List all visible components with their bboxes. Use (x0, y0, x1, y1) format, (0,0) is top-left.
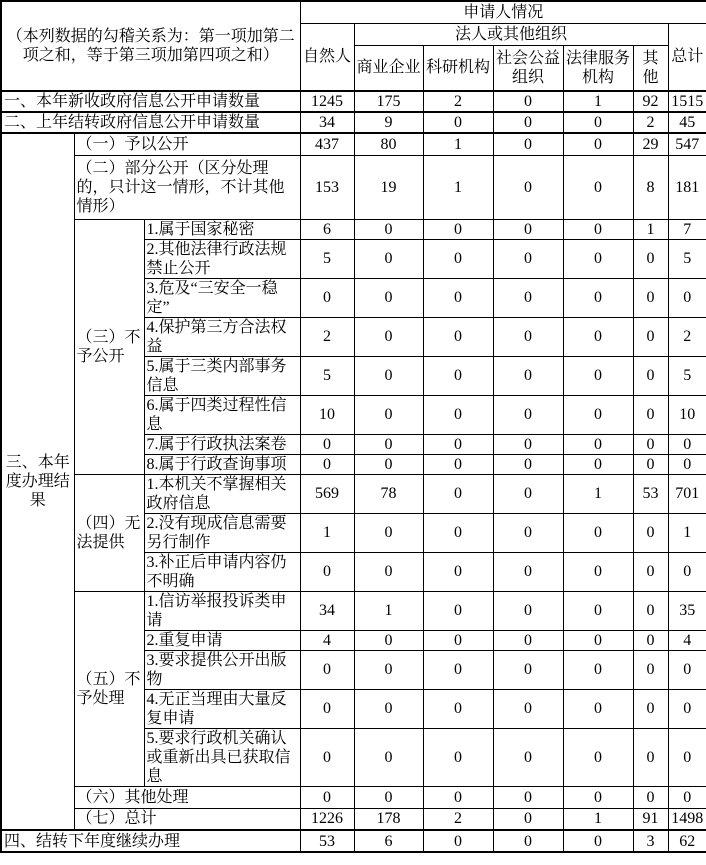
value-cell: 1 (300, 513, 354, 552)
value-cell: 0 (423, 830, 493, 852)
value-cell: 0 (633, 278, 668, 317)
row-label: 1.本机关不掌握相关政府信息 (144, 474, 300, 513)
value-cell: 5 (300, 239, 354, 278)
value-cell: 3 (633, 830, 668, 852)
value-cell: 0 (563, 591, 633, 630)
row-section3-subtotal (1, 808, 706, 830)
value-cell: 0 (493, 808, 563, 830)
value-cell: 0 (354, 630, 423, 650)
header-other: 其他 (633, 45, 668, 91)
value-cell: 80 (354, 133, 423, 155)
section3-reject-label: （五）不予处理 (74, 591, 144, 786)
value-cell: 62 (668, 830, 706, 852)
value-cell: 1 (668, 513, 706, 552)
value-cell: 6 (354, 830, 423, 852)
row-label: 一、本年新收政府信息公开申请数量 (1, 91, 300, 112)
value-cell: 1 (563, 808, 633, 830)
value-cell: 0 (633, 356, 668, 395)
row-label: 7.属于行政执法案卷 (144, 434, 300, 454)
value-cell: 0 (668, 278, 706, 317)
value-cell: 0 (493, 155, 563, 219)
value-cell: 0 (563, 239, 633, 278)
value-cell: 0 (300, 552, 354, 591)
value-cell: 0 (354, 728, 423, 786)
value-cell: 34 (300, 591, 354, 630)
value-cell: 0 (563, 689, 633, 728)
value-cell: 0 (633, 395, 668, 434)
value-cell: 0 (563, 630, 633, 650)
value-cell: 1 (563, 474, 633, 513)
value-cell: 0 (354, 513, 423, 552)
value-cell: 0 (493, 689, 563, 728)
value-cell: 9 (354, 112, 423, 133)
value-cell: 153 (300, 155, 354, 219)
value-cell: 0 (633, 239, 668, 278)
value-cell: 0 (300, 689, 354, 728)
value-cell: 5 (300, 356, 354, 395)
value-cell: 0 (493, 650, 563, 689)
row-label: （七）总计 (74, 808, 300, 830)
note-cell: （本列数据的勾稽关系为：第一项加第二项之和，等于第三项加第四项之和） (1, 1, 300, 91)
header-natural-person: 自然人 (300, 23, 354, 91)
value-cell: 0 (563, 552, 633, 591)
value-cell: 4 (300, 630, 354, 650)
header-commercial-enterprise: 商业企业 (354, 45, 423, 91)
value-cell: 53 (300, 830, 354, 852)
value-cell: 0 (354, 552, 423, 591)
value-cell: 181 (668, 155, 706, 219)
value-cell: 0 (668, 728, 706, 786)
value-cell: 1 (563, 91, 633, 112)
value-cell: 0 (354, 650, 423, 689)
row-label: 2.其他法律行政法规禁止公开 (144, 239, 300, 278)
section3-unable-label: （四）无法提供 (74, 474, 144, 591)
value-cell: 0 (633, 434, 668, 454)
value-cell: 0 (423, 278, 493, 317)
header-legal-or-other-org: 法人或其他组织 (354, 23, 668, 45)
value-cell: 34 (300, 112, 354, 133)
value-cell: 0 (423, 434, 493, 454)
value-cell: 91 (633, 808, 668, 830)
value-cell: 0 (354, 786, 423, 808)
value-cell: 0 (493, 133, 563, 155)
row-label: 2.重复申请 (144, 630, 300, 650)
value-cell: 7 (668, 219, 706, 239)
value-cell: 0 (300, 728, 354, 786)
value-cell: 0 (354, 395, 423, 434)
value-cell: 178 (354, 808, 423, 830)
value-cell: 0 (668, 689, 706, 728)
value-cell: 0 (633, 454, 668, 474)
value-cell: 0 (563, 155, 633, 219)
value-cell: 0 (668, 552, 706, 591)
value-cell: 0 (493, 454, 563, 474)
value-cell: 6 (300, 219, 354, 239)
value-cell: 0 (423, 239, 493, 278)
value-cell: 0 (668, 786, 706, 808)
value-cell: 547 (668, 133, 706, 155)
value-cell: 0 (563, 219, 633, 239)
value-cell: 4 (668, 630, 706, 650)
value-cell: 0 (493, 434, 563, 454)
value-cell: 0 (633, 630, 668, 650)
value-cell: 2 (423, 808, 493, 830)
value-cell: 0 (423, 591, 493, 630)
value-cell: 0 (493, 552, 563, 591)
value-cell: 0 (493, 474, 563, 513)
value-cell: 0 (354, 434, 423, 454)
row-label: 8.属于行政查询事项 (144, 454, 300, 474)
value-cell: 0 (354, 454, 423, 474)
row-label: 3.要求提供公开出版物 (144, 650, 300, 689)
row-label: 四、结转下年度继续办理 (1, 830, 300, 852)
row-label: 1.信访举报投诉类申请 (144, 591, 300, 630)
value-cell: 0 (563, 112, 633, 133)
value-cell: 0 (423, 513, 493, 552)
value-cell: 0 (633, 552, 668, 591)
value-cell: 2 (423, 91, 493, 112)
value-cell: 0 (633, 317, 668, 356)
value-cell: 45 (668, 112, 706, 133)
value-cell: 1245 (300, 91, 354, 112)
value-cell: 0 (563, 395, 633, 434)
value-cell: 0 (493, 278, 563, 317)
value-cell: 5 (668, 356, 706, 395)
value-cell: 0 (493, 513, 563, 552)
value-cell: 0 (563, 650, 633, 689)
value-cell: 0 (354, 278, 423, 317)
value-cell: 29 (633, 133, 668, 155)
value-cell: 0 (300, 650, 354, 689)
value-cell: 0 (563, 830, 633, 852)
value-cell: 0 (633, 786, 668, 808)
value-cell: 0 (423, 112, 493, 133)
value-cell: 35 (668, 591, 706, 630)
value-cell: 0 (423, 317, 493, 356)
value-cell: 0 (493, 630, 563, 650)
value-cell: 0 (423, 474, 493, 513)
row-label: （二）部分公开（区分处理的，只计这一情形，不计其他情形） (74, 155, 300, 219)
value-cell: 1 (423, 155, 493, 219)
value-cell: 0 (493, 356, 563, 395)
value-cell: 0 (633, 728, 668, 786)
value-cell: 0 (563, 786, 633, 808)
value-cell: 1226 (300, 808, 354, 830)
value-cell: 0 (493, 317, 563, 356)
header-social-welfare-org: 社会公益组织 (493, 45, 563, 91)
value-cell: 701 (668, 474, 706, 513)
value-cell: 0 (354, 317, 423, 356)
value-cell: 0 (633, 591, 668, 630)
value-cell: 0 (354, 239, 423, 278)
row-reject-petition-complaint (1, 591, 706, 630)
row-label: 5.要求行政机关确认或重新出具已获取信息 (144, 728, 300, 786)
section3-label: 三、本年度办理结果 (1, 133, 74, 830)
header-applicant-situation: 申请人情况 (300, 1, 706, 23)
value-cell: 0 (563, 434, 633, 454)
value-cell: 2 (300, 317, 354, 356)
value-cell: 0 (300, 786, 354, 808)
value-cell: 10 (300, 395, 354, 434)
value-cell: 569 (300, 474, 354, 513)
value-cell: 0 (633, 650, 668, 689)
value-cell: 0 (563, 317, 633, 356)
value-cell: 0 (423, 786, 493, 808)
value-cell: 0 (423, 552, 493, 591)
section3-refuse-label: （三）不予公开 (74, 219, 144, 474)
value-cell: 0 (493, 786, 563, 808)
row-label: 3.补正后申请内容仍不明确 (144, 552, 300, 591)
value-cell: 0 (423, 454, 493, 474)
row-label: （一）予以公开 (74, 133, 300, 155)
row-unable-no-info (1, 474, 706, 513)
value-cell: 0 (300, 434, 354, 454)
row-label: （六）其他处理 (74, 786, 300, 808)
value-cell: 2 (633, 112, 668, 133)
row-label: 1.属于国家秘密 (144, 219, 300, 239)
value-cell: 19 (354, 155, 423, 219)
value-cell: 0 (423, 395, 493, 434)
value-cell: 0 (633, 689, 668, 728)
value-cell: 0 (493, 91, 563, 112)
row-label: 4.无正当理由大量反复申请 (144, 689, 300, 728)
value-cell: 10 (668, 395, 706, 434)
row-other-handling (1, 786, 706, 808)
value-cell: 0 (493, 239, 563, 278)
row-granted-disclosure (1, 133, 706, 155)
value-cell: 1 (354, 591, 423, 630)
row-new-applications (1, 91, 706, 112)
value-cell: 1498 (668, 808, 706, 830)
value-cell: 0 (563, 278, 633, 317)
row-label: 二、上年结转政府信息公开申请数量 (1, 112, 300, 133)
value-cell: 0 (493, 728, 563, 786)
value-cell: 0 (423, 630, 493, 650)
value-cell: 0 (300, 278, 354, 317)
value-cell: 0 (493, 112, 563, 133)
header-research-institution: 科研机构 (423, 45, 493, 91)
value-cell: 0 (668, 650, 706, 689)
value-cell: 0 (563, 513, 633, 552)
value-cell: 0 (493, 591, 563, 630)
value-cell: 1515 (668, 91, 706, 112)
value-cell: 92 (633, 91, 668, 112)
value-cell: 53 (633, 474, 668, 513)
value-cell: 0 (633, 513, 668, 552)
value-cell: 1 (423, 133, 493, 155)
value-cell: 0 (668, 434, 706, 454)
value-cell: 1 (633, 219, 668, 239)
value-cell: 0 (354, 219, 423, 239)
row-carry-to-next-year (1, 830, 706, 852)
value-cell: 0 (423, 219, 493, 239)
row-refused-state-secret (1, 219, 706, 239)
value-cell: 0 (423, 650, 493, 689)
value-cell: 0 (668, 454, 706, 474)
row-label: 4.保护第三方合法权益 (144, 317, 300, 356)
value-cell: 437 (300, 133, 354, 155)
value-cell: 0 (423, 728, 493, 786)
value-cell: 8 (633, 155, 668, 219)
value-cell: 0 (493, 830, 563, 852)
row-label: 3.危及“三安全一稳定” (144, 278, 300, 317)
value-cell: 0 (423, 689, 493, 728)
row-label: 5.属于三类内部事务信息 (144, 356, 300, 395)
value-cell: 5 (668, 239, 706, 278)
value-cell: 0 (354, 356, 423, 395)
value-cell: 2 (668, 317, 706, 356)
value-cell: 0 (423, 356, 493, 395)
value-cell: 0 (493, 219, 563, 239)
value-cell: 0 (563, 454, 633, 474)
row-carried-over-applications (1, 112, 706, 133)
value-cell: 78 (354, 474, 423, 513)
header-total: 总计 (668, 23, 706, 91)
header-legal-service-org: 法律服务机构 (563, 45, 633, 91)
value-cell: 0 (563, 728, 633, 786)
value-cell: 0 (493, 395, 563, 434)
value-cell: 0 (563, 133, 633, 155)
value-cell: 0 (563, 356, 633, 395)
value-cell: 0 (300, 454, 354, 474)
row-partial-disclosure (1, 155, 706, 219)
row-label: 2.没有现成信息需要另行制作 (144, 513, 300, 552)
value-cell: 175 (354, 91, 423, 112)
value-cell: 0 (354, 689, 423, 728)
row-label: 6.属于四类过程性信息 (144, 395, 300, 434)
